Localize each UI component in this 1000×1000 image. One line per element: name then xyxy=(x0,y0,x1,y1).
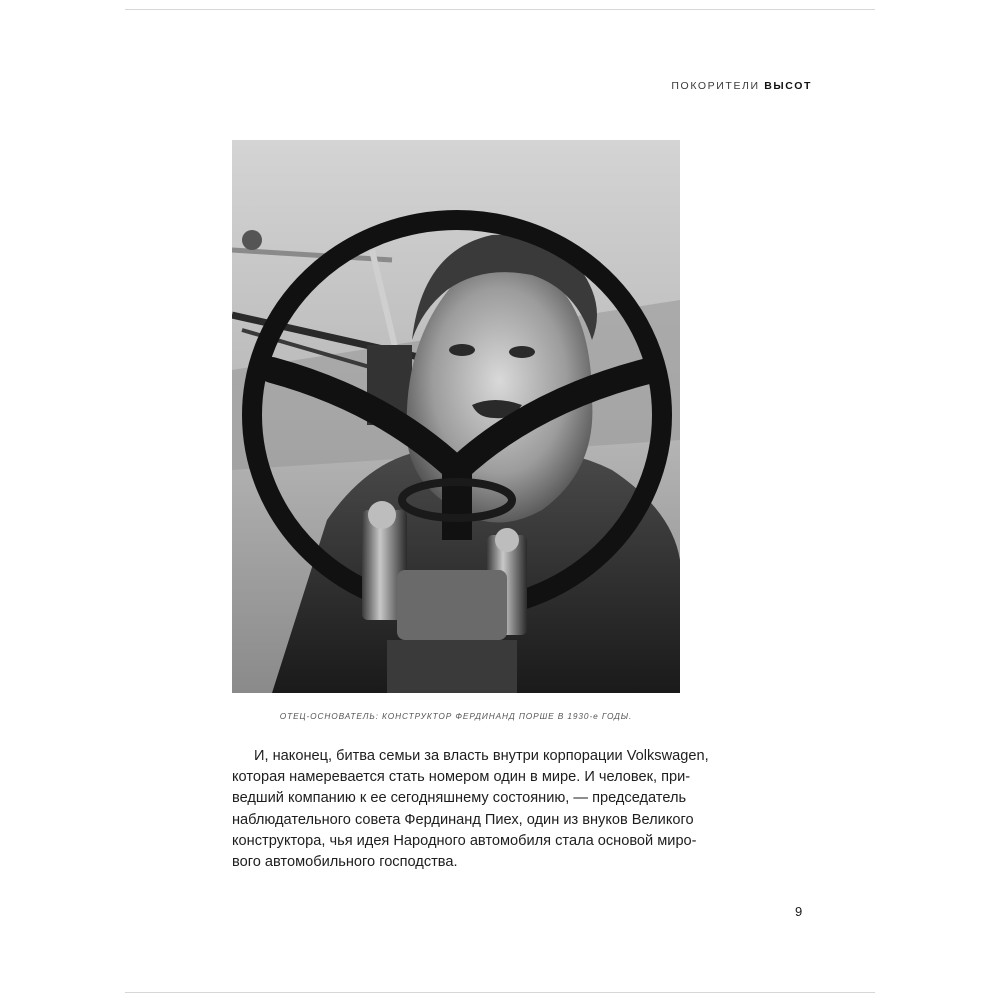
paragraph-line: вого автомобильного господства. xyxy=(232,854,458,871)
running-head-bold: ВЫСОТ xyxy=(764,80,812,92)
body-paragraph xyxy=(232,746,709,873)
running-head xyxy=(671,80,812,92)
paragraph-line: конструктора, чья идея Народного автомобиля стала основой миро- xyxy=(232,832,697,849)
photo-caption: ОТЕЦ-ОСНОВАТЕЛЬ: КОНСТРУКТОР ФЕРДИНАНД ПОРШЕ В 1930-е ГОДЫ. xyxy=(279,711,633,721)
page-number: 9 xyxy=(795,904,803,919)
paragraph-line: которая намеревается стать номером один в мире. И человек, при- xyxy=(232,769,691,786)
running-head-light: ПОКОРИТЕЛИ xyxy=(671,80,760,92)
paragraph-line: наблюдательного совета Фердинанд Пиех, один из внуков Великого xyxy=(232,811,694,828)
portrait-photo xyxy=(232,140,680,693)
paragraph-line: И, наконец, битва семьи за власть внутри корпорации Volkswagen, xyxy=(254,748,709,764)
bottom-rule xyxy=(125,992,875,993)
photo-illustration xyxy=(232,140,680,693)
paragraph-line: ведший компанию к ее сегодняшнему состоянию, — председатель xyxy=(232,790,687,807)
top-rule xyxy=(125,9,875,10)
